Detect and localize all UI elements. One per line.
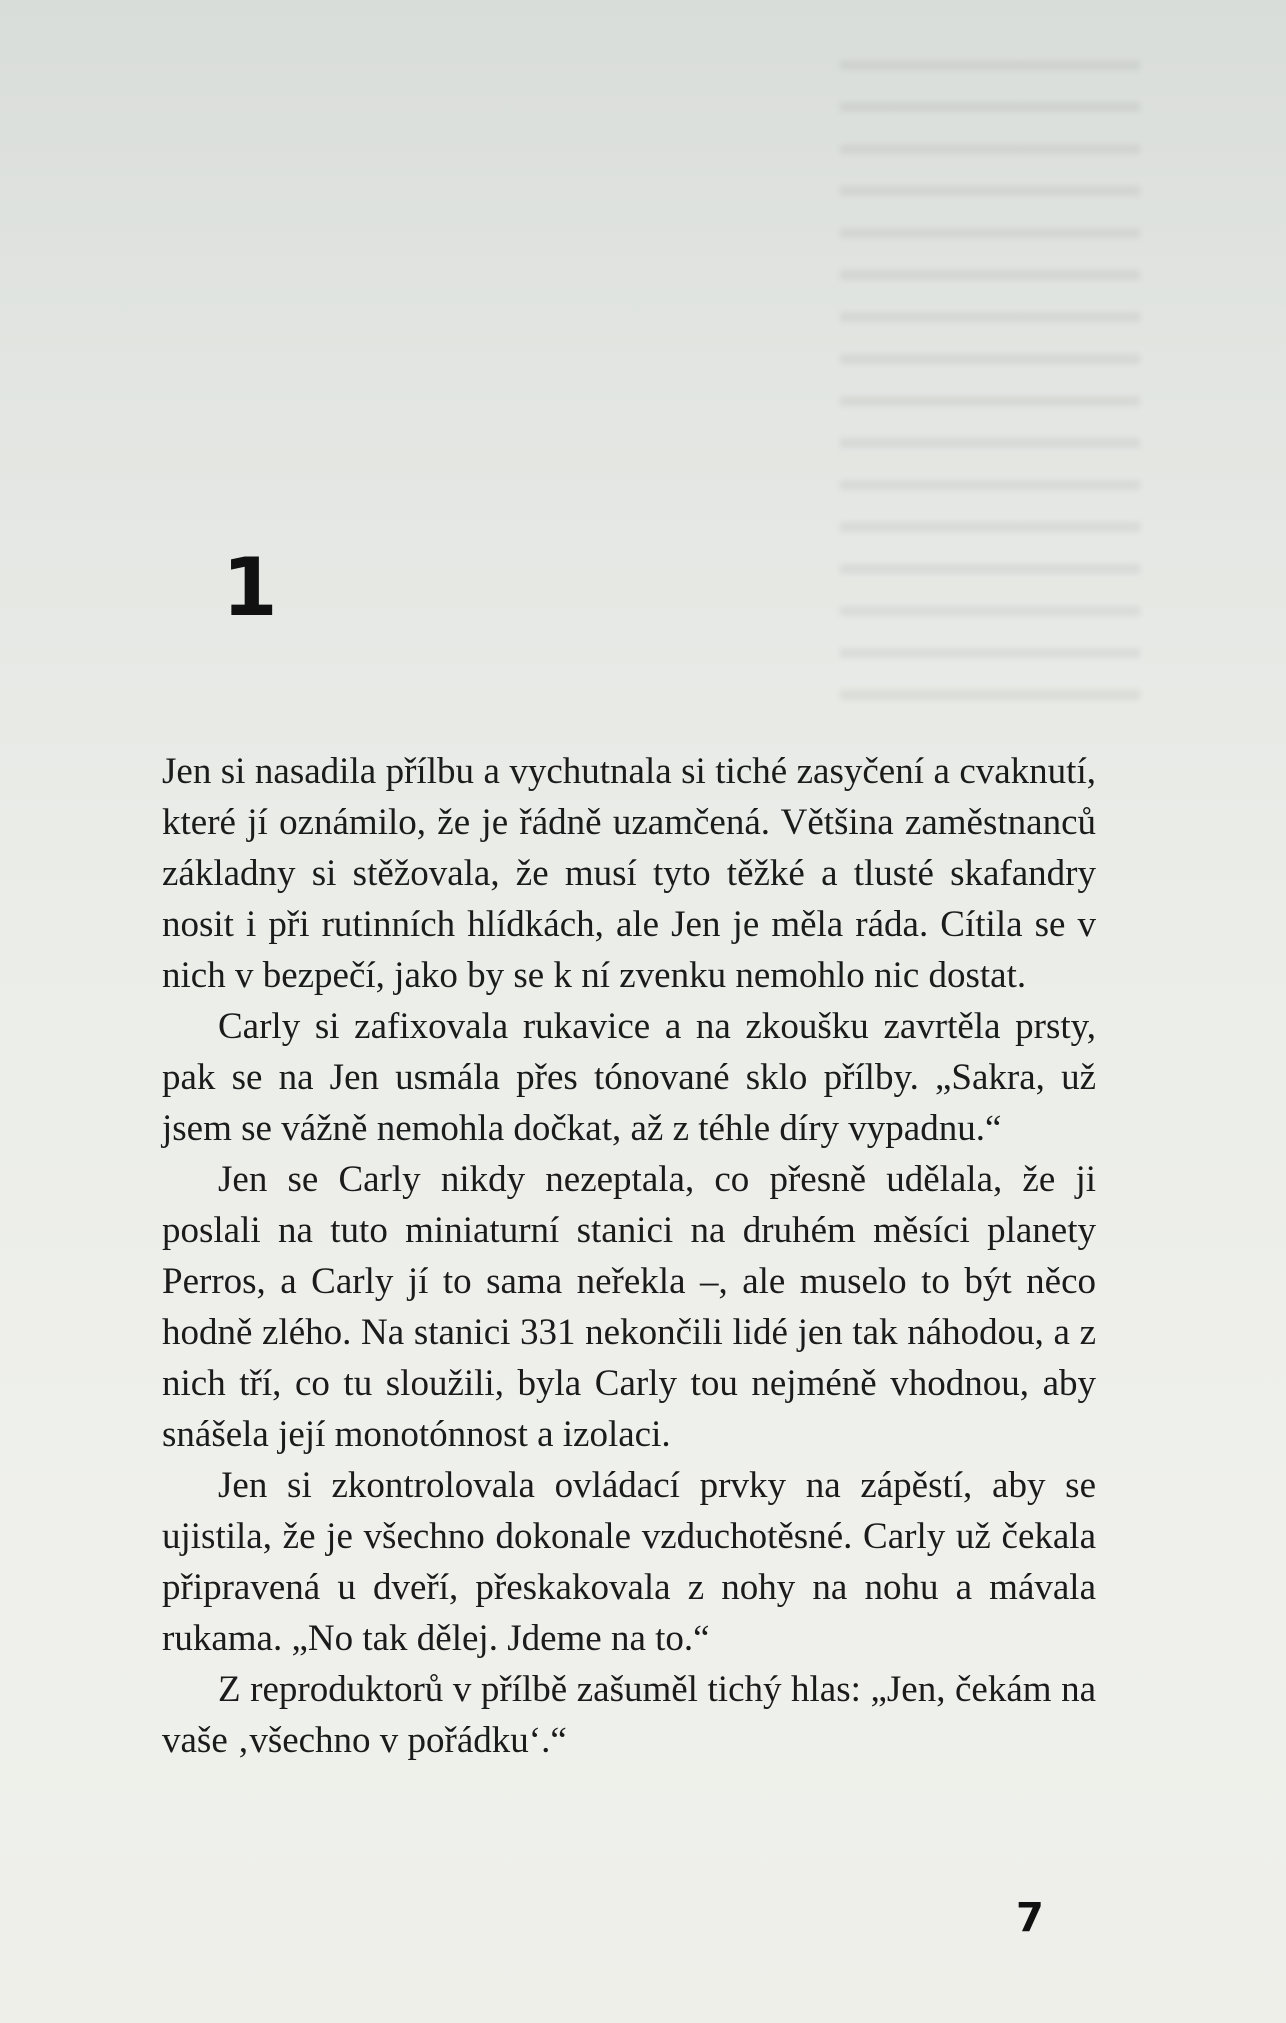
page-number: 7 bbox=[1016, 1895, 1044, 1941]
show-through-shadow bbox=[840, 60, 1140, 700]
paragraph: Z reproduktorů v přílbě zašuměl tichý hlas: „Jen, čekám na vaše ‚všechno v pořádku‘.“ bbox=[162, 1669, 1096, 1761]
paragraph: Jen se Carly nikdy nezeptala, co přesně udělala, že ji poslali na tuto miniaturní stanici na druhém měsíci planety Perros, a Carly jí to sama neřekla –, ale muselo to být něco hodně zlého. Na stanici 331 nekončili lidé jen tak náhodou, a z nich tří, co tu sloužili, byla Carly tou nejméně vhodnou, aby snášela její monotónnost a izolaci. bbox=[162, 1159, 1096, 1455]
paragraph: Carly si zafixovala rukavice a na zkoušku zavrtěla prsty, pak se na Jen usmála přes tónované sklo přílby. „Sakra, už jsem se vážně nemohla dočkat, až z téhle díry vypadnu.“ bbox=[162, 1006, 1096, 1149]
paragraph: Jen si zkontrolovala ovládací prvky na zápěstí, aby se ujistila, že je všechno dokonale vzduchotěsné. Carly už čekala připravená u dveří, přeskakovala z nohy na nohu a mávala rukama. „No tak dělej. Jdeme na to.“ bbox=[162, 1465, 1096, 1659]
paragraph: Jen si nasadila přílbu a vychutnala si tiché zasyčení a cvaknutí, které jí oznámilo, že je řádně uzamčená. Většina zaměstnanců základny si stěžovala, že musí tyto těžké a tlusté skafandry nosit i při rutinních hlídkách, ale Jen je měla ráda. Cítila se v nich v bezpečí, jako by se k ní zvenku nemohlo nic dostat. bbox=[162, 751, 1096, 996]
chapter-number: 1 bbox=[222, 541, 278, 634]
chapter-body-text bbox=[162, 746, 1096, 1766]
